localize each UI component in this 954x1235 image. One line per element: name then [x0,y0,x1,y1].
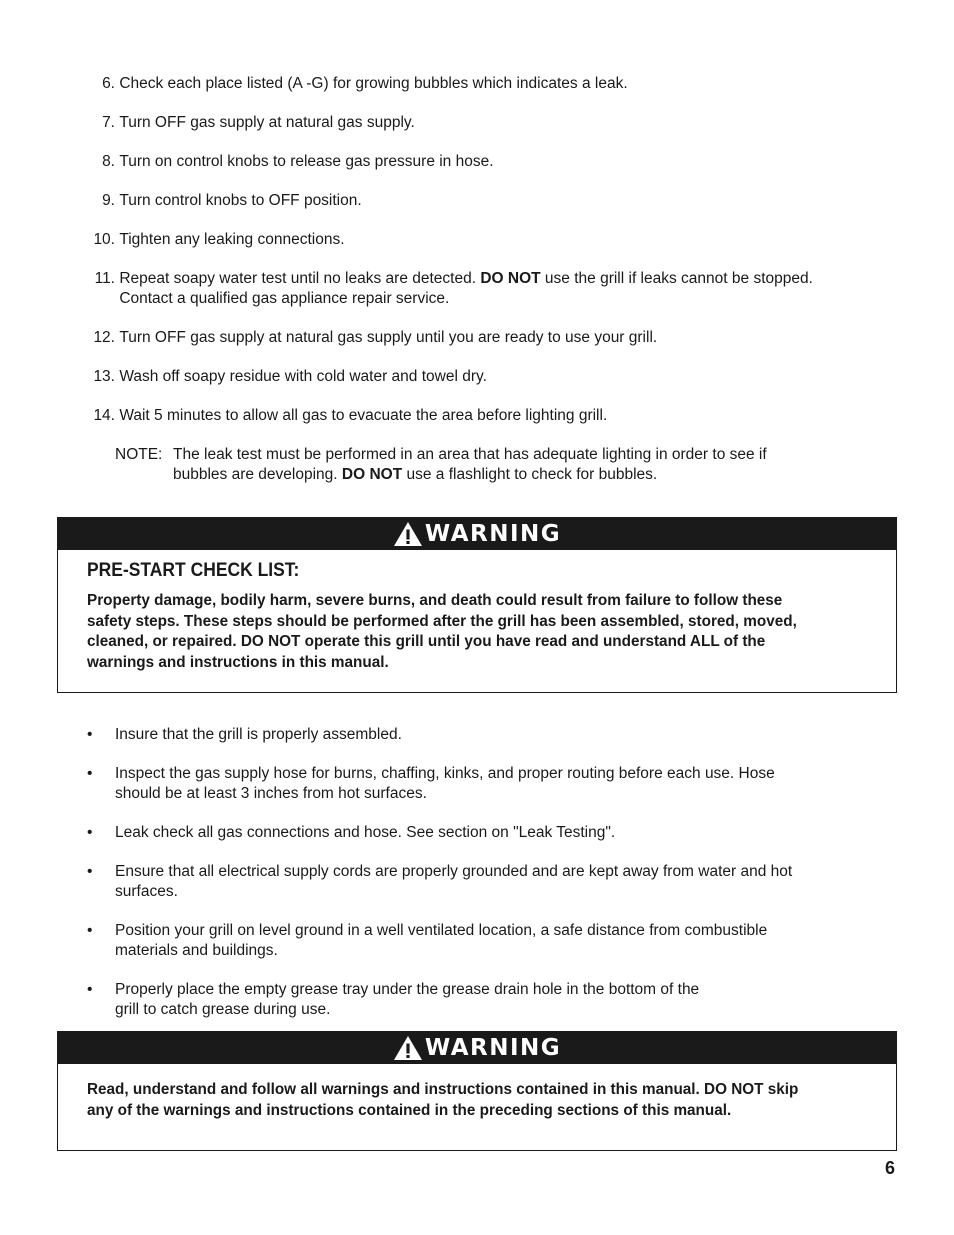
step-item [84,74,884,94]
warning-title-text: WARNING [424,521,562,547]
note-line: The leak test must be performed in an area that has adequate lighting in order to see if [173,446,767,463]
step-text: Tighten any leaking connections. [119,231,345,248]
bullet-line: Ensure that all electrical supply cords are properly grounded and are kept away from water and hot [115,863,793,880]
step-item [84,406,884,426]
bullet-text [115,725,877,745]
step-item [84,230,884,250]
bullet-symbol: • [87,726,93,743]
bullet-text [115,921,877,961]
list-item [87,764,877,804]
warning-title-text: WARNING [424,1035,562,1061]
step-text-line: Contact a qualified gas appliance repair service. [119,290,450,307]
bullet-line: materials and buildings. [115,942,278,959]
step-item [84,113,884,133]
bullet-symbol: • [87,824,93,841]
step-number: 9. [102,192,115,209]
warning-banner [58,1032,896,1064]
warning-line: any of the warnings and instructions contained in the preceding sections of this manual. [87,1101,732,1119]
bullet-symbol: • [87,922,93,939]
step-text [119,269,884,309]
bullet-line: Inspect the gas supply hose for burns, chaffing, kinks, and proper routing before each use. Hose [115,765,775,782]
warning-banner [58,518,896,550]
warning-triangle-icon [393,1035,423,1061]
step-text: Wash off soapy residue with cold water and towel dry. [119,368,487,385]
list-item [87,823,877,843]
bullet-line: grill to catch grease during use. [115,1001,331,1018]
bullet-line: surfaces. [115,883,178,900]
bullet-text [115,764,877,804]
step-number: 7. [102,114,115,131]
warning-title [393,1035,561,1061]
bullet-line: should be at least 3 inches from hot surfaces. [115,785,427,802]
leak-test-note [115,445,835,485]
step-text: Turn control knobs to OFF position. [119,192,362,209]
step-item [84,191,884,211]
pre-start-checklist [87,725,877,1039]
step-item [84,269,884,309]
list-item [87,980,877,1020]
step-number: 11. [94,270,115,287]
warning-title [393,521,561,547]
warning-line: Property damage, bodily harm, severe burns, and death could result from failure to follow these [87,592,783,609]
step-text: Wait 5 minutes to allow all gas to evacuate the area before lighting grill. [119,407,608,424]
bullet-symbol: • [87,765,93,782]
warning-body [87,1080,867,1121]
general-warning-box [57,1031,897,1151]
pre-start-heading: PRE-START CHECK LIST: [87,560,300,581]
warning-line: warnings and instructions in this manual. [87,653,389,671]
step-item [84,328,884,348]
step-text: Turn on control knobs to release gas pressure in hose. [119,153,494,170]
step-text-part: use the grill if leaks cannot be stopped. [540,270,813,287]
note-label: NOTE: [115,446,163,463]
page-number: 6 [884,1158,895,1178]
step-text: Turn OFF gas supply at natural gas supply. [119,114,415,131]
step-item [84,367,884,387]
warning-triangle-icon [393,521,423,547]
step-number: 12. [93,329,115,346]
list-item [87,725,877,745]
step-number: 6. [102,75,115,92]
list-item [87,921,877,961]
bullet-line: Insure that the grill is properly assembled. [115,726,402,743]
bullet-line: Properly place the empty grease tray under the grease drain hole in the bottom of the [115,981,700,998]
bullet-symbol: • [87,981,93,998]
bullet-text [115,862,877,902]
bullet-text [115,980,877,1020]
warning-body [87,591,867,673]
note-text [173,445,835,485]
bullet-symbol: • [87,863,93,880]
note-emphasis: DO NOT [341,466,403,483]
list-item [87,862,877,902]
step-number: 13. [93,368,115,385]
warning-line: safety steps. These steps should be performed after the grill has been assembled, stored, moved, [87,612,797,630]
step-item [84,152,884,172]
step-text-part: Repeat soapy water test until no leaks are detected. [119,270,481,287]
bullet-text [115,823,877,843]
step-text: Check each place listed (A -G) for growing bubbles which indicates a leak. [119,75,628,92]
bullet-line: Position your grill on level ground in a well ventilated location, a safe distance from combustible [115,922,768,939]
step-text: Turn OFF gas supply at natural gas supply until you are ready to use your grill. [119,329,658,346]
warning-line: cleaned, or repaired. DO NOT operate this grill until you have read and understand ALL of the [87,633,766,650]
pre-start-warning-box [57,517,897,693]
note-text-part: use a flashlight to check for bubbles. [402,466,658,483]
warning-line: Read, understand and follow all warnings and instructions contained in this manual. DO NOT skip [87,1081,799,1098]
note-text-part: bubbles are developing. [173,466,342,483]
step-number: 10. [93,231,115,248]
leak-test-steps [84,74,884,445]
bullet-line: Leak check all gas connections and hose. See section on "Leak Testing". [115,824,616,841]
step-text-emphasis: DO NOT [480,270,541,287]
step-number: 14. [93,407,115,424]
step-number: 8. [102,153,115,170]
